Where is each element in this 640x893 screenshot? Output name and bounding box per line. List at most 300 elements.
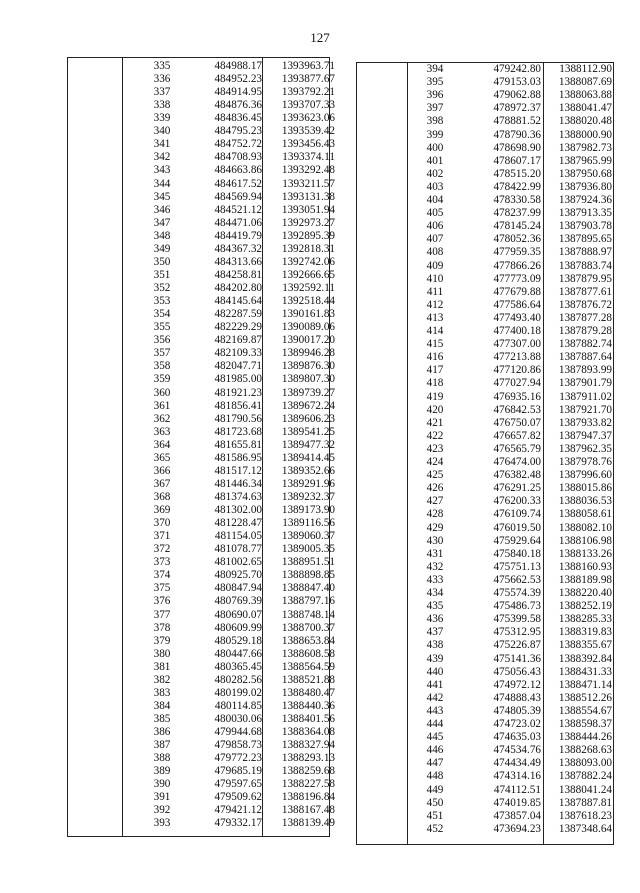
- y-coordinate: 1387982.73: [558, 141, 612, 154]
- table-row: [68, 582, 335, 595]
- y-coordinate: 1389477.32: [281, 438, 335, 451]
- table-row: [68, 660, 335, 674]
- y-coordinate: 1387936.80: [558, 180, 612, 193]
- table-row: [357, 653, 613, 666]
- y-coordinate: 1393623.06: [281, 112, 335, 125]
- point-id: 358: [153, 360, 171, 373]
- point-id: 448: [426, 770, 444, 783]
- y-coordinate: 1393131.38: [281, 190, 335, 203]
- table-row: [68, 791, 335, 804]
- table-row: [68, 360, 335, 373]
- table-row: [357, 718, 613, 731]
- y-coordinate: 1393456.43: [281, 138, 335, 151]
- y-coordinate: 1387887.64: [558, 351, 612, 364]
- x-coordinate: 482109.33: [214, 347, 262, 360]
- point-id: 441: [426, 678, 444, 691]
- y-coordinate: 1387882.74: [558, 338, 612, 351]
- point-id: 370: [153, 517, 171, 530]
- point-id: 386: [153, 726, 171, 739]
- table-row: [68, 282, 335, 295]
- y-coordinate: 1388000.90: [558, 128, 612, 141]
- y-coordinate: 1388189.98: [558, 573, 612, 586]
- x-coordinate: 474888.43: [493, 691, 541, 704]
- point-id: 367: [153, 477, 171, 490]
- y-coordinate: 1388041.47: [558, 102, 612, 115]
- y-coordinate: 1389946.28: [281, 347, 335, 360]
- point-id: 451: [426, 809, 444, 822]
- y-coordinate: 1388608.58: [281, 647, 335, 660]
- table-row: [357, 482, 613, 495]
- table-row: [68, 699, 335, 713]
- x-coordinate: 476200.33: [493, 495, 541, 508]
- point-id: 391: [153, 791, 171, 804]
- x-coordinate: 474635.03: [493, 731, 541, 744]
- table-row: [68, 817, 335, 830]
- x-coordinate: 478422.99: [493, 180, 541, 193]
- table-row: [357, 155, 613, 168]
- table-row: [357, 443, 613, 456]
- table-row: [357, 535, 613, 548]
- point-id: 345: [153, 190, 171, 203]
- point-id: 445: [426, 731, 444, 744]
- point-id: 392: [153, 804, 171, 817]
- y-coordinate: 1389116.56: [282, 517, 335, 530]
- x-coordinate: 475141.36: [493, 652, 541, 665]
- x-coordinate: 479332.17: [214, 817, 262, 830]
- table-row: [68, 490, 335, 504]
- x-coordinate: 475486.73: [493, 600, 541, 613]
- point-id: 378: [153, 621, 171, 634]
- table-row: [357, 194, 613, 207]
- point-id: 442: [426, 691, 444, 704]
- x-coordinate: 477679.88: [493, 285, 541, 298]
- y-coordinate: 1387901.79: [558, 377, 612, 390]
- point-id: 399: [426, 128, 444, 141]
- point-id: 359: [153, 373, 171, 386]
- point-id: 404: [426, 194, 444, 206]
- table-row: [357, 456, 613, 469]
- table-row: [357, 299, 613, 312]
- table-row: [68, 216, 335, 230]
- table-row: [357, 181, 613, 194]
- y-coordinate: 1388139.49: [281, 817, 335, 830]
- x-coordinate: 481723.68: [214, 425, 262, 438]
- point-id: 411: [426, 285, 444, 298]
- x-coordinate: 476657.82: [493, 429, 541, 442]
- table-row: [68, 713, 335, 726]
- table-row: [68, 73, 335, 86]
- table-row: [68, 686, 335, 700]
- table-row: [68, 151, 335, 164]
- x-coordinate: 481655.81: [214, 438, 262, 451]
- table-row: [357, 810, 613, 823]
- point-id: 355: [153, 321, 171, 334]
- y-coordinate: 1388797.16: [281, 595, 335, 608]
- table-row: [68, 255, 335, 269]
- x-coordinate: 481154.05: [214, 530, 262, 543]
- x-coordinate: 474723.02: [493, 718, 541, 730]
- x-coordinate: 478881.52: [493, 115, 541, 128]
- table-row: [357, 142, 613, 155]
- y-coordinate: 1389541.25: [281, 425, 335, 438]
- table-row: [357, 626, 613, 639]
- x-coordinate: 475574.39: [493, 587, 541, 599]
- y-coordinate: 1387882.24: [558, 770, 612, 783]
- table-row: [357, 102, 613, 115]
- point-id: 425: [426, 469, 444, 482]
- y-coordinate: 1388252.19: [558, 600, 612, 613]
- point-id: 418: [426, 377, 444, 390]
- x-coordinate: 477027.94: [493, 377, 541, 390]
- y-coordinate: 1389807.30: [281, 373, 335, 386]
- table-row: [68, 203, 335, 217]
- point-id: 433: [426, 573, 444, 586]
- point-id: 369: [153, 504, 171, 517]
- x-coordinate: 482229.29: [214, 321, 262, 334]
- point-id: 440: [426, 665, 444, 678]
- table-row: [357, 351, 613, 364]
- y-coordinate: 1388015.86: [558, 482, 612, 495]
- table-row: [68, 634, 335, 648]
- y-coordinate: 1388700.37: [281, 621, 335, 634]
- y-coordinate: 1392518.44: [281, 295, 335, 308]
- x-coordinate: 482287.59: [214, 308, 262, 321]
- x-coordinate: 481517.12: [214, 464, 262, 477]
- table-row: [357, 522, 613, 535]
- table-row: [357, 246, 613, 259]
- x-coordinate: 484258.81: [214, 268, 262, 281]
- point-id: 430: [426, 534, 444, 547]
- table-row: [68, 595, 335, 608]
- x-coordinate: 477213.88: [493, 351, 541, 364]
- table-row: [357, 63, 613, 76]
- table-row: [68, 125, 335, 138]
- point-id: 361: [153, 399, 171, 412]
- y-coordinate: 1387978.76: [558, 456, 612, 468]
- table-row: [68, 517, 335, 530]
- x-coordinate: 476935.16: [493, 390, 541, 403]
- point-id: 450: [426, 796, 444, 809]
- table-row: [68, 647, 335, 661]
- point-id: 408: [426, 246, 444, 259]
- table-row: [357, 508, 613, 521]
- table-row: [357, 613, 613, 626]
- point-id: 402: [426, 167, 444, 180]
- x-coordinate: 484367.32: [214, 242, 262, 255]
- point-id: 352: [153, 282, 171, 295]
- table-row: [68, 673, 335, 687]
- x-coordinate: 480769.39: [214, 595, 262, 608]
- point-id: 410: [426, 272, 444, 285]
- y-coordinate: 1388440.36: [281, 699, 335, 712]
- point-id: 382: [153, 673, 171, 686]
- x-coordinate: 478972.37: [493, 102, 541, 115]
- table-row: [68, 386, 335, 400]
- table-row: [68, 804, 335, 817]
- table-row: [357, 89, 613, 102]
- x-coordinate: 476750.07: [493, 416, 541, 429]
- point-id: 424: [426, 456, 444, 468]
- x-coordinate: 478515.20: [493, 167, 541, 180]
- x-coordinate: 479421.12: [214, 804, 262, 817]
- y-coordinate: 1388063.88: [558, 89, 612, 102]
- table-row: [68, 556, 335, 569]
- table-row: [68, 621, 335, 635]
- x-coordinate: 481374.63: [214, 490, 262, 503]
- table-row: [68, 778, 335, 791]
- point-id: 342: [153, 151, 171, 164]
- x-coordinate: 484663.86: [214, 164, 262, 177]
- point-id: 389: [153, 765, 171, 778]
- table-row: [68, 569, 335, 582]
- point-id: 346: [153, 203, 171, 216]
- point-id: 375: [153, 582, 171, 595]
- x-coordinate: 481002.65: [214, 556, 262, 569]
- y-coordinate: 1388227.58: [281, 778, 335, 791]
- table-row: [357, 784, 613, 797]
- x-coordinate: 476019.50: [493, 521, 541, 534]
- table-row: [357, 338, 613, 351]
- y-coordinate: 1389876.30: [281, 360, 335, 373]
- y-coordinate: 1392973.27: [281, 216, 335, 229]
- point-id: 366: [153, 464, 171, 477]
- point-id: 406: [426, 220, 444, 233]
- x-coordinate: 481302.00: [214, 504, 262, 517]
- y-coordinate: 1388319.83: [558, 626, 612, 639]
- y-coordinate: 1387879.95: [558, 272, 612, 285]
- y-coordinate: 1388512.26: [558, 691, 612, 704]
- point-id: 437: [426, 626, 444, 639]
- y-coordinate: 1388431.33: [558, 665, 612, 678]
- point-id: 436: [426, 613, 444, 626]
- y-coordinate: 1388355.67: [558, 639, 612, 652]
- point-id: 349: [153, 242, 171, 255]
- point-id: 443: [426, 704, 444, 717]
- table-row: [357, 377, 613, 390]
- point-id: 421: [426, 416, 444, 429]
- y-coordinate: 1387876.72: [558, 298, 612, 311]
- x-coordinate: 475751.13: [493, 560, 541, 573]
- point-id: 415: [426, 338, 444, 351]
- table-row: [68, 739, 335, 752]
- y-coordinate: 1387877.28: [558, 311, 612, 324]
- point-id: 393: [153, 817, 171, 830]
- y-coordinate: 1389352.66: [281, 464, 335, 477]
- x-coordinate: 476382.48: [493, 469, 541, 482]
- y-coordinate: 1388167.48: [281, 804, 335, 817]
- point-id: 335: [153, 60, 171, 72]
- x-coordinate: 480529.18: [214, 634, 262, 647]
- table-row: [68, 543, 335, 556]
- x-coordinate: 479597.65: [214, 778, 262, 791]
- point-id: 374: [153, 569, 171, 582]
- x-coordinate: 477586.64: [493, 298, 541, 311]
- x-coordinate: 474434.49: [493, 757, 541, 770]
- point-id: 373: [153, 556, 171, 569]
- point-id: 384: [153, 699, 171, 712]
- x-coordinate: 479509.62: [214, 791, 262, 804]
- point-id: 398: [426, 115, 444, 128]
- point-id: 403: [426, 180, 444, 193]
- y-coordinate: 1388220.40: [558, 587, 612, 599]
- x-coordinate: 484569.94: [214, 190, 262, 203]
- x-coordinate: 481446.34: [214, 477, 262, 490]
- coordinate-table-right: [356, 62, 614, 845]
- x-coordinate: 481228.47: [214, 517, 262, 530]
- y-coordinate: 1387903.78: [558, 220, 612, 233]
- table-row: [68, 373, 335, 386]
- y-coordinate: 1387913.35: [558, 207, 612, 220]
- point-id: 351: [153, 268, 171, 281]
- y-coordinate: 1393707.33: [281, 99, 335, 112]
- y-coordinate: 1388564.59: [281, 660, 335, 673]
- x-coordinate: 480447.66: [214, 647, 262, 660]
- y-coordinate: 1387883.74: [558, 259, 612, 272]
- point-id: 362: [153, 412, 171, 425]
- point-id: 422: [426, 429, 444, 442]
- x-coordinate: 484471.06: [214, 216, 262, 229]
- x-coordinate: 477120.86: [493, 364, 541, 377]
- table-row: [68, 242, 335, 256]
- y-coordinate: 1387965.99: [558, 154, 612, 167]
- x-coordinate: 475312.95: [493, 626, 541, 639]
- table-row: [357, 273, 613, 286]
- table-row: [357, 168, 613, 181]
- y-coordinate: 1389414.45: [281, 451, 335, 464]
- x-coordinate: 476565.79: [493, 442, 541, 455]
- table-row: [357, 430, 613, 443]
- point-id: 372: [153, 543, 171, 556]
- point-id: 357: [153, 347, 171, 360]
- x-coordinate: 474314.16: [493, 770, 541, 783]
- y-coordinate: 1388112.90: [559, 63, 612, 75]
- y-coordinate: 1387947.37: [558, 429, 612, 442]
- x-coordinate: 480690.07: [214, 608, 262, 621]
- y-coordinate: 1388196.84: [281, 791, 335, 804]
- x-coordinate: 479772.23: [214, 752, 262, 765]
- point-id: 438: [426, 639, 444, 652]
- x-coordinate: 481586.95: [214, 451, 262, 464]
- point-id: 413: [426, 311, 444, 324]
- x-coordinate: 476474.00: [493, 456, 541, 468]
- y-coordinate: 1390161.83: [281, 308, 335, 321]
- x-coordinate: 478330.58: [493, 194, 541, 206]
- point-id: 337: [153, 86, 171, 99]
- table-row: [357, 404, 613, 417]
- x-coordinate: 484145.64: [214, 295, 262, 308]
- x-coordinate: 479944.68: [214, 726, 262, 739]
- point-id: 417: [426, 364, 444, 377]
- y-coordinate: 1388401.56: [281, 713, 335, 725]
- x-coordinate: 484202.80: [214, 282, 262, 295]
- x-coordinate: 474112.51: [493, 783, 541, 796]
- page-number: 127: [310, 30, 330, 45]
- y-coordinate: 1388554.67: [558, 704, 612, 717]
- x-coordinate: 476109.74: [493, 508, 541, 521]
- y-coordinate: 1392895.39: [281, 229, 335, 242]
- y-coordinate: 1393539.42: [281, 125, 335, 138]
- y-coordinate: 1388082.10: [558, 521, 612, 534]
- x-coordinate: 479153.03: [493, 76, 541, 89]
- table-row: [68, 112, 335, 125]
- y-coordinate: 1388036.53: [558, 495, 612, 508]
- point-id: 452: [426, 822, 444, 835]
- y-coordinate: 1390089.06: [281, 321, 335, 334]
- point-id: 364: [153, 438, 171, 451]
- y-coordinate: 1388041.24: [558, 783, 612, 796]
- y-coordinate: 1387895.65: [558, 233, 612, 246]
- x-coordinate: 478698.90: [493, 141, 541, 154]
- point-id: 380: [153, 647, 171, 660]
- x-coordinate: 484952.23: [214, 73, 262, 86]
- x-coordinate: 477400.18: [493, 325, 541, 337]
- x-coordinate: 474972.12: [493, 678, 541, 691]
- y-coordinate: 1393292.48: [281, 164, 335, 177]
- y-coordinate: 1393877.67: [281, 73, 335, 86]
- x-coordinate: 475840.18: [493, 547, 541, 560]
- point-id: 449: [426, 783, 444, 796]
- point-id: 360: [153, 386, 171, 399]
- y-coordinate: 1387950.68: [558, 167, 612, 180]
- x-coordinate: 482047.71: [214, 360, 262, 373]
- x-coordinate: 477866.26: [493, 259, 541, 272]
- x-coordinate: 480925.70: [214, 569, 262, 582]
- table-row: [357, 666, 613, 679]
- point-id: 344: [153, 177, 171, 190]
- point-id: 348: [153, 229, 171, 242]
- x-coordinate: 482169.87: [214, 334, 262, 347]
- point-id: 336: [153, 73, 171, 86]
- table-row: [357, 705, 613, 718]
- y-coordinate: 1388285.33: [558, 613, 612, 626]
- y-coordinate: 1389005.35: [281, 543, 335, 556]
- x-coordinate: 484752.72: [214, 138, 262, 151]
- table-row: [357, 548, 613, 561]
- x-coordinate: 477493.40: [493, 311, 541, 324]
- table-row: [357, 561, 613, 574]
- x-coordinate: 484708.93: [214, 151, 262, 164]
- table-row: [357, 679, 613, 692]
- table-row: [357, 797, 613, 810]
- table-row: [68, 60, 335, 73]
- table-row: [357, 286, 613, 299]
- x-coordinate: 480030.06: [214, 713, 262, 725]
- x-coordinate: 479062.88: [493, 89, 541, 102]
- point-id: 343: [153, 164, 171, 177]
- table-row: [68, 464, 335, 478]
- y-coordinate: 1393792.21: [281, 86, 335, 99]
- table-row: [68, 425, 335, 439]
- y-coordinate: 1393051.94: [281, 203, 335, 216]
- x-coordinate: 480199.02: [214, 686, 262, 699]
- x-coordinate: 475399.58: [493, 613, 541, 626]
- point-id: 347: [153, 216, 171, 229]
- point-id: 341: [153, 138, 171, 151]
- y-coordinate: 1387911.02: [559, 390, 612, 403]
- point-id: 439: [426, 652, 444, 665]
- y-coordinate: 1389606.23: [281, 412, 335, 425]
- y-coordinate: 1387887.81: [558, 796, 612, 809]
- x-coordinate: 475662.53: [493, 573, 541, 586]
- y-coordinate: 1387921.70: [558, 403, 612, 416]
- y-coordinate: 1387877.61: [558, 285, 612, 298]
- x-coordinate: 484313.66: [214, 255, 262, 268]
- point-id: 371: [153, 530, 171, 543]
- table-row: [357, 417, 613, 430]
- y-coordinate: 1387348.64: [558, 822, 612, 835]
- point-id: 414: [426, 325, 444, 337]
- y-coordinate: 1388364.08: [281, 726, 335, 739]
